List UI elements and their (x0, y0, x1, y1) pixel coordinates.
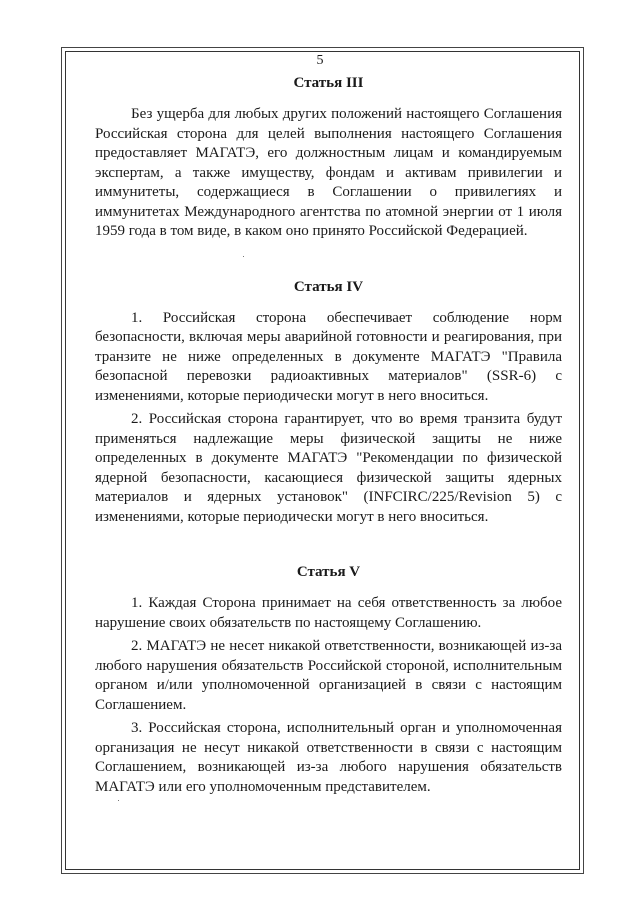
scan-speck (118, 800, 119, 801)
scan-speck (243, 256, 244, 257)
page-number: 5 (316, 53, 324, 68)
article-paragraph: 2. Российская сторона гарантирует, что во время транзита будут применяться надлежащие меры физической защиты не ниже определенных в документе МАГАТЭ "Рекомендации по физической ядерной безопасности, касающиеся физической защиты ядерных материалов и ядерных установок" (INFCIRC/225/Revision 5) с изменениями, которые периодически могут в него вноситься. (95, 411, 562, 525)
article-paragraph: 3. Российская сторона, исполнительный орган и уполномоченная организация не несут никакой ответственности в связи с настоящим Соглашением, возникающей из-за любого нарушения обязательств МАГАТЭ или его уполномоченным представителем. (95, 720, 562, 795)
article-paragraph: Без ущерба для любых других положений настоящего Соглашения Российская сторона для целей выполнения настоящего Соглашения предоставляет МАГАТЭ, его должностным лицам и командируемым экспертам, а также имуществу, фондам и активам привилегии и иммунитеты, содержащиеся в Соглашении о привилегиях и иммунитетах Международного агентства по атомной энергии от 1 июля 1959 года в том виде, в каком оно принято Российской Федерацией. (95, 106, 562, 239)
article-title: Статья IV (293, 278, 364, 295)
article-title: Статья V (296, 564, 361, 580)
article-paragraph: 2. МАГАТЭ не несет никакой ответственности, возникающей из-за любого нарушения обязательств Российской стороной, исполнительным органом и/или уполномоченной организацией в связи с настоящим Соглашением. (95, 638, 562, 713)
article-5 (95, 561, 562, 797)
article-4 (95, 276, 562, 528)
document-body (95, 72, 562, 801)
article-3 (95, 72, 562, 242)
article-paragraph: 1. Каждая Сторона принимает на себя ответственность за любое нарушение своих обязательств по настоящему Соглашению. (95, 595, 562, 631)
article-paragraph: 1. Российская сторона обеспечивает соблюдение норм безопасности, включая меры аварийной готовности и реагирования, при транзите не ниже определенных в документе МАГАТЭ "Правила безопасной перевозки радиоактивных материалов" (SSR-6) с изменениями, которые периодически могут в него вноситься. (95, 309, 562, 404)
article-title: Статья III (293, 75, 364, 91)
